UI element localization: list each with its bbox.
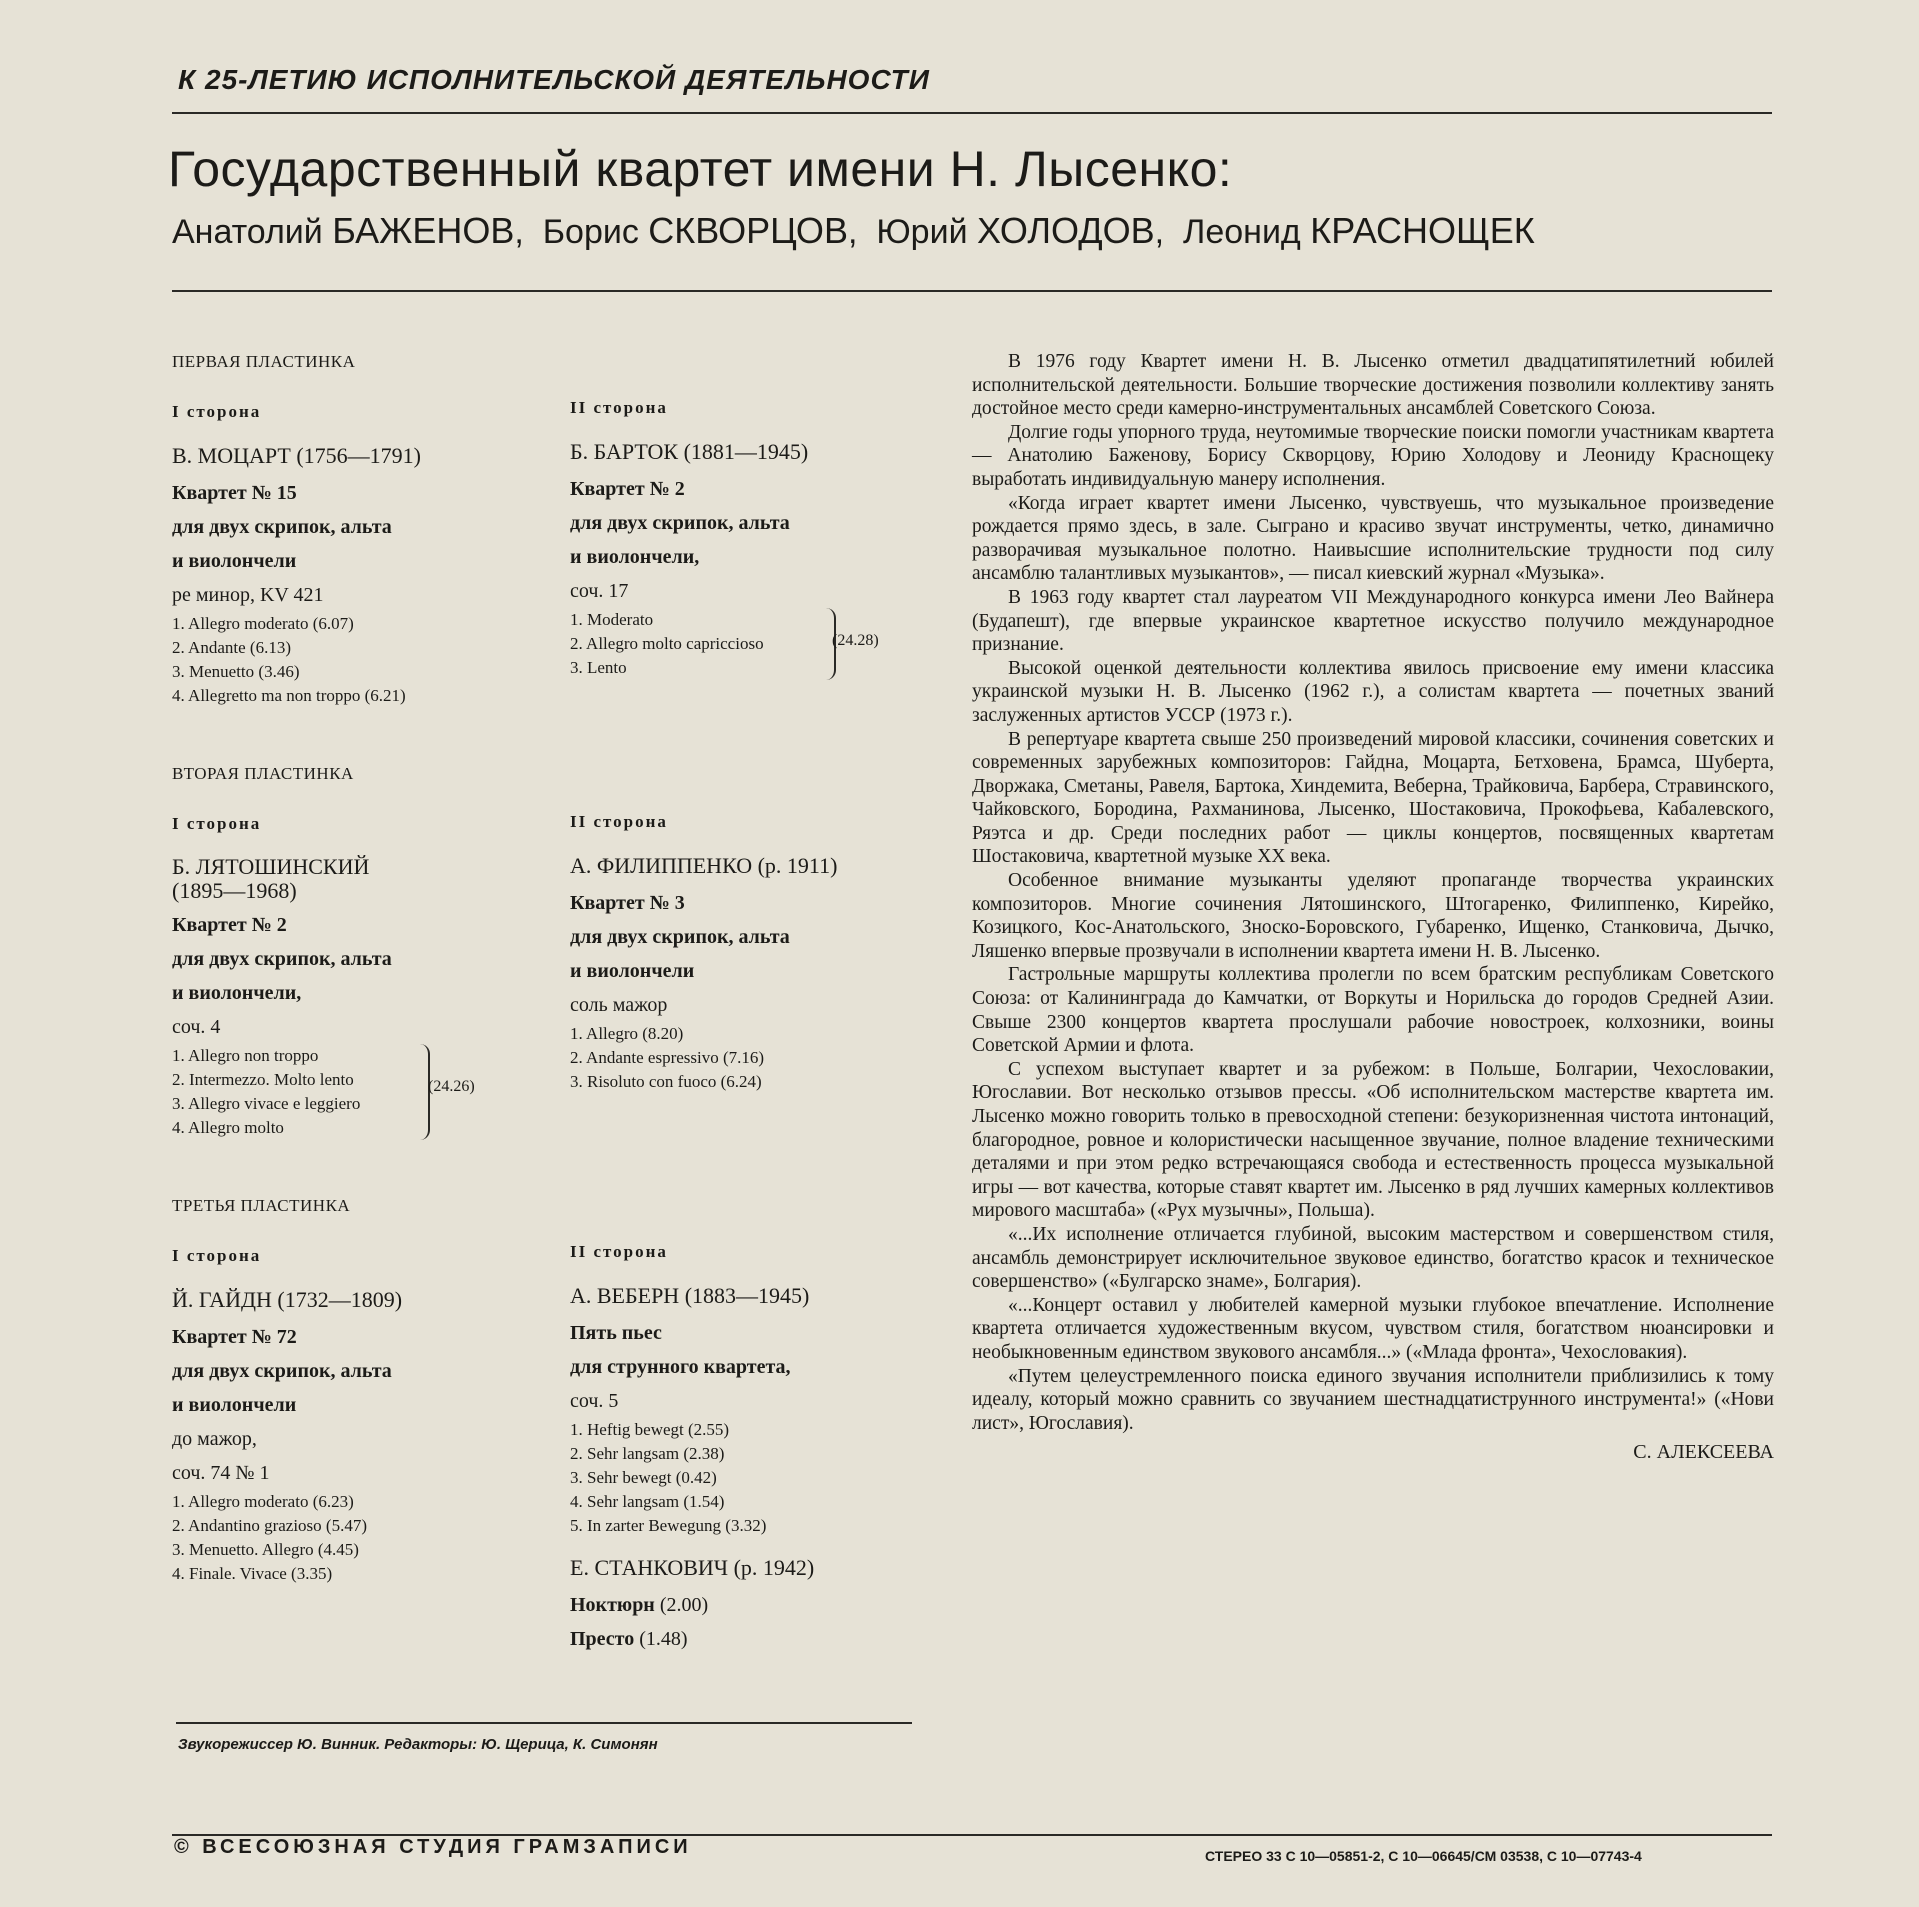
essay-paragraph: «...Их исполнение отличается глубиной, высоким мастерством и совершенством стиля, ансамбль демонстрирует исключительное звуковое единство, богатство красок и техническое совершенство» («Булгарско знаме», Болгария).: [972, 1223, 1774, 1293]
disc-1-heading: ПЕРВАЯ ПЛАСТИНКА: [172, 352, 356, 371]
side-label: I сторона: [172, 402, 262, 421]
movement-list: [172, 612, 562, 708]
disc-2-heading: ВТОРАЯ ПЛАСТИНКА: [172, 764, 354, 783]
essay-paragraph: Гастрольные маршруты коллектива пролегли по всем братским республикам Советского Союза: от Калининграда до Камчатки, от Воркуты и Норильска до городов Средней Азии. Свыше 2300 концертов квартета прослушали рабочие новостроек, колхозники, воины Советской Армии и флота.: [972, 964, 1774, 1057]
scoring: для двух скрипок, альта: [172, 516, 392, 538]
movement-list: [172, 1044, 420, 1140]
essay-paragraph: «...Концерт оставил у любителей камерной музыки глубокое впечатление. Исполнение квартета отличается художественным вкусом, чувством стиля, богатством нюансировки и необыкновенным единством звукового ансамбля...» («Млада фронта», Чехословакия).: [972, 1294, 1774, 1363]
work-title: Квартет № 3: [570, 892, 685, 914]
scoring: для двух скрипок, альта: [570, 926, 790, 948]
movement-list: [570, 608, 826, 680]
essay-paragraph: Высокой оценкой деятельности коллектива явилось присвоение ему имени классика украинской музыки Н. В. Лысенко (1962 г.), а солистам квартета — почетных званий заслуженных артистов УССР (1973 г.).: [972, 657, 1774, 726]
movement-group: [172, 1044, 475, 1140]
production-credits: Звукорежиссер Ю. Винник. Редакторы: Ю. Щерица, К. Симонян: [178, 1736, 658, 1753]
scoring: и виолончели: [172, 1394, 297, 1416]
movement: 3. Risoluto con fuoco (6.24): [570, 1072, 762, 1091]
composer: Й. ГАЙДН (1732—1809): [172, 1287, 403, 1312]
essay-paragraph: «Путем целеустремленного поиска единого звучания исполнители приблизились к тому идеалу, который можно сравнить со звучанием шестнадцатиструнного инструмента!» («Нови лист», Югославия).: [972, 1365, 1774, 1434]
side-label: II сторона: [570, 398, 668, 417]
movement: 4. Allegretto ma non troppo (6.21): [172, 686, 406, 705]
quartet-members: [172, 210, 1772, 252]
disc-3-heading: ТРЕТЬЯ ПЛАСТИНКА: [172, 1196, 351, 1215]
essay-paragraph: В 1963 году квартет стал лауреатом VII Международного конкурса имени Лео Вайнера (Будапешт), где впервые украинское квартетное искусство получило международное признание.: [972, 586, 1774, 656]
catalog-number: СТЕРЕО 33 С 10—05851-2, С 10—06645/СМ 03538, С 10—07743-4: [1205, 1848, 1642, 1864]
scoring: и виолончели,: [172, 982, 302, 1004]
movement: 1. Allegro (8.20): [570, 1024, 684, 1043]
work-detail: ре минор, KV 421: [172, 584, 324, 606]
movement: 4. Finale. Vivace (3.35): [172, 1564, 333, 1583]
scoring: для двух скрипок, альта: [172, 1360, 392, 1382]
movement: 1. Allegro moderato (6.07): [172, 614, 354, 633]
movement: 5. In zarter Bewegung (3.32): [570, 1516, 767, 1535]
disc-2-side-1: [172, 814, 562, 1140]
essay-paragraph: Долгие годы упорного труда, неутомимые творческие поиски помогли участникам квартета — Анатолию Баженову, Борису Скворцову, Юрию Холодову и Леониду Краснощеку выработать индивидуальную манеру исполнения.: [972, 421, 1774, 490]
disc-3-side-1: [172, 1246, 562, 1586]
member-2: Борис СКВОРЦОВ,: [542, 210, 858, 251]
work-title: Квартет № 15: [172, 482, 297, 504]
page-title: Государственный квартет имени Н. Лысенко:: [168, 141, 1233, 197]
movement-list: [570, 1022, 960, 1094]
disc-1-side-2: [570, 398, 960, 680]
header-rule: [172, 290, 1772, 292]
top-rule: [172, 112, 1772, 114]
essay-paragraph: С успехом выступает квартет и за рубежом: в Польше, Болгарии, Чехословакии, Югославии. Вот несколько отзывов прессы. «Об исполнительском мастерстве квартета им. Лысенко можно говорить только в превосходной степени: безукоризненная чистота интонаций, благородное, ровное и колористически насыщенное звучание, полное владение техническими деталями и при этом редко встречающаяся свобода и естественность процесса музыкальной игры — вот качества, которые ставят квартет им. Лысенко в ряд лучших камерных коллективов мирового масштаба» («Рух музычны», Польша).: [972, 1058, 1774, 1222]
work-title: Квартет № 72: [172, 1326, 297, 1348]
total-duration: (24.26): [428, 1078, 475, 1095]
work-title: Квартет № 2: [172, 914, 287, 936]
record-label: © ВСЕСОЮЗНАЯ СТУДИЯ ГРАМЗАПИСИ: [174, 1836, 692, 1858]
movement: 3. Menuetto. Allegro (4.45): [172, 1540, 359, 1559]
composer: Е. СТАНКОВИЧ (р. 1942): [570, 1555, 815, 1580]
movement: 2. Intermezzo. Molto lento: [172, 1070, 354, 1089]
movement: 1. Allegro non troppo: [172, 1046, 319, 1065]
movement: 1. Heftig bewegt (2.55): [570, 1420, 730, 1439]
movement: 2. Allegro molto capriccioso: [570, 634, 764, 653]
member-4: Леонид КРАСНОЩЕК: [1183, 210, 1535, 251]
movement: 2. Andantino grazioso (5.47): [172, 1516, 367, 1535]
scoring: для двух скрипок, альта: [172, 948, 392, 970]
composer: А. ФИЛИППЕНКО (р. 1911): [570, 853, 838, 878]
movement-list: [172, 1490, 562, 1586]
work-detail: соль мажор: [570, 994, 668, 1016]
liner-notes: [972, 350, 1774, 1465]
movement: 2. Andante espressivo (7.16): [570, 1048, 765, 1067]
member-3: Юрий ХОЛОДОВ,: [876, 210, 1165, 251]
disc-1-side-1: [172, 402, 562, 708]
essay-paragraph: Особенное внимание музыканты уделяют пропаганде творчества украинских композиторов. Многие сочинения Лятошинского, Штогаренко, Филиппенко, Кирейко, Козицкого, Кос-Анатольского, Зноско-Боровского, Губаренко, Ищенко, Станковича, Дычко, Ляшенко впервые прозвучали в исполнении квартета имени Н. В. Лысенко.: [972, 870, 1774, 962]
work-detail: соч. 17: [570, 580, 629, 602]
essay-paragraph: В репертуаре квартета свыше 250 произведений мировой классики, сочинения советских и современных зарубежных композиторов: Гайдна, Моцарта, Бетховена, Брамса, Шуберта, Дворжака, Сметаны, Равеля, Бартока, Хиндемита, Веберна, Трайковича, Барбера, Стравинского, Чайковского, Бородина, Рахманинова, Лысенко, Шостаковича, Прокофьева, Кабалевского, Ряэтса и др. Среди последних работ — циклы концертов, посвященных квартетам Шостаковича, квартетной музыке XX века.: [972, 728, 1774, 868]
composer: Б. БАРТОК (1881—1945): [570, 439, 809, 464]
movement: 4. Allegro molto: [172, 1118, 284, 1137]
movement: 4. Sehr langsam (1.54): [570, 1492, 725, 1511]
scoring: для струнного квартета,: [570, 1356, 791, 1378]
total-duration: (24.28): [832, 632, 879, 649]
scoring: и виолончели: [570, 960, 695, 982]
credits-rule: [176, 1722, 912, 1724]
movement: 3. Menuetto (3.46): [172, 662, 300, 681]
scoring: и виолончели: [172, 550, 297, 572]
movement: 3. Lento: [570, 658, 627, 677]
work-detail: до мажор,: [172, 1428, 257, 1450]
series-heading: К 25-ЛЕТИЮ ИСПОЛНИТЕЛЬСКОЙ ДЕЯТЕЛЬНОСТИ: [178, 64, 930, 95]
side-label: I сторона: [172, 1246, 262, 1265]
disc-3-side-2: [570, 1242, 960, 1656]
composer: Б. ЛЯТОШИНСКИЙ: [172, 854, 370, 879]
piece: Ноктюрн (2.00): [570, 1594, 709, 1616]
piece: Престо (1.48): [570, 1628, 688, 1650]
disc-2-side-2: [570, 812, 960, 1094]
work-detail: соч. 4: [172, 1016, 221, 1038]
scoring: для двух скрипок, альта: [570, 512, 790, 534]
work-title: Пять пьес: [570, 1322, 662, 1344]
essay-paragraph: В 1976 году Квартет имени Н. В. Лысенко отметил двадцатипятилетний юбилей исполнительской деятельности. Большие творческие достижения позволили коллективу занять достойное место среди камерно-инструментальных ансамблей Советского Союза.: [972, 351, 1774, 420]
movement-list: [570, 1418, 960, 1538]
scoring: и виолончели,: [570, 546, 700, 568]
composer: В. МОЦАРТ (1756—1791): [172, 443, 421, 468]
movement: 1. Allegro moderato (6.23): [172, 1492, 354, 1511]
movement-group: [570, 608, 879, 680]
work-opus: соч. 74 № 1: [172, 1462, 270, 1484]
movement: 2. Sehr langsam (2.38): [570, 1444, 725, 1463]
movement: 3. Allegro vivace e leggiero: [172, 1094, 361, 1113]
side-label: II сторона: [570, 1242, 668, 1261]
essay-paragraph: «Когда играет квартет имени Лысенко, чувствуешь, что музыкальное произведение рождается прямо здесь, в зале. Сыграно и красиво звучат инструменты, четко, динамично разворачивая музыкальное полотно. Наивысшие исполнительские трудности под силу ансамблю талантливых музыкантов», — писал киевский журнал «Музыка».: [972, 492, 1774, 585]
side-label: II сторона: [570, 812, 668, 831]
member-1: Анатолий БАЖЕНОВ,: [172, 210, 524, 251]
work-detail: соч. 5: [570, 1390, 619, 1412]
composer: А. ВЕБЕРН (1883—1945): [570, 1283, 810, 1308]
composer-dates: (1895—1968): [172, 878, 297, 903]
essay-author: С. АЛЕКСЕЕВА: [1633, 1441, 1774, 1464]
movement: 3. Sehr bewegt (0.42): [570, 1468, 717, 1487]
side-label: I сторона: [172, 814, 262, 833]
work-title: Квартет № 2: [570, 478, 685, 500]
movement: 2. Andante (6.13): [172, 638, 291, 657]
movement: 1. Moderato: [570, 610, 654, 629]
